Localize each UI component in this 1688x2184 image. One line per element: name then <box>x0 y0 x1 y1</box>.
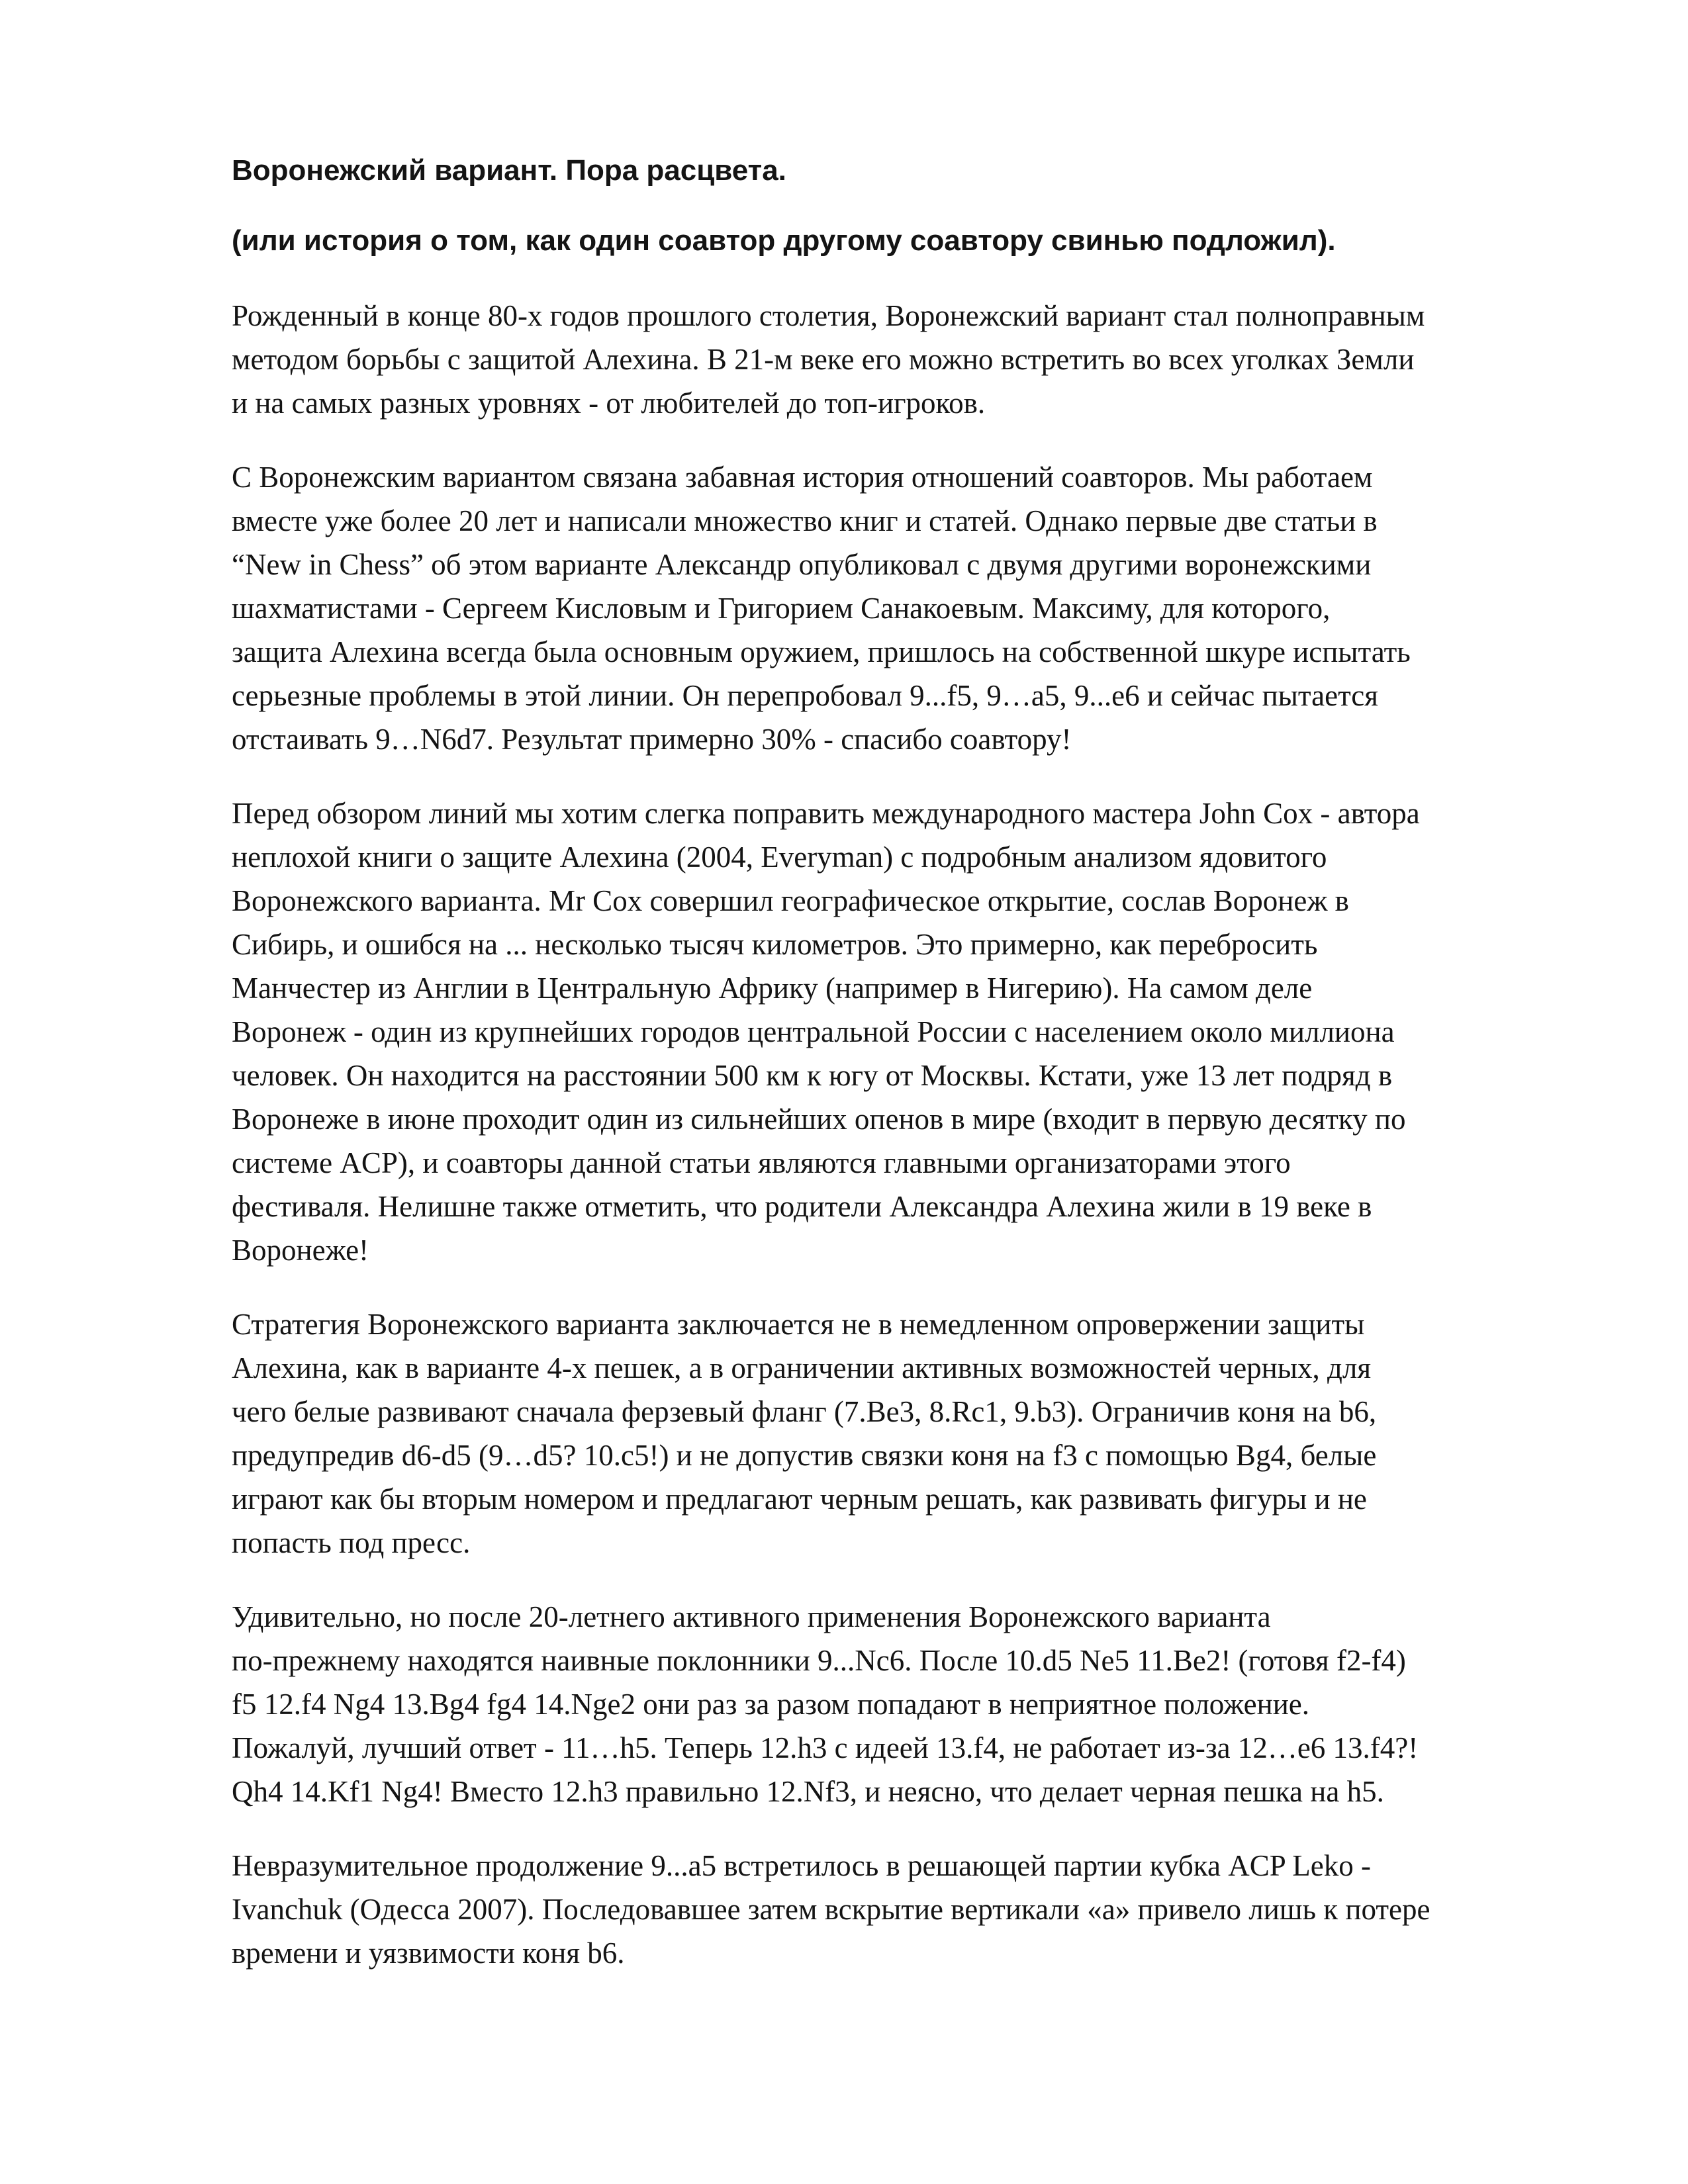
paragraph-nc6-line: Удивительно, но после 20-летнего активного применения Воронежского варианта по-прежнему находятся наивные поклонники 9...Nc6. После 10.d5 Ne5 11.Be2! (готовя f2-f4) f5 12.f4 Ng4 13.Bg4 fg4 14.Nge2 они раз за разом попадают в неприятное положение. Пожалуй, лучший ответ - 11…h5. Теперь 12.h3 с идеей 13.f4, не работает из-за 12…e6 13.f4?! Qh4 14.Kf1 Ng4! Вместо 12.h3 правильно 12.Nf3, и неясно, что делает черная пешка на h5. <box>232 1600 1419 1808</box>
paragraph-cox-correction: Перед обзором линий мы хотим слегка поправить международного мастера John Cox - автора неплохой книги о защите Алехина (2004, Everyman) с подробным анализом ядовитого Воронежского варианта. Mr Cox совершил географическое открытие, сослав Воронеж в Сибирь, и ошибся на ... несколько тысяч километров. Это примерно, как перебросить Манчестер из Англии в Центральную Африку (например в Нигерию). На самом деле Воронеж - один из крупнейших городов центральной России с населением около миллиона человек. Он находится на расстоянии 500 км к югу от Москвы. Кстати, уже 13 лет подряд в Воронеже в июне проходит один из сильнейших опенов в мире (входит в первую десятку по системе ACP), и соавторы данной статьи являются главными организаторами этого фестиваля. Нелишне также отметить, что родители Александра Алехина жили в 19 веке в Воронеже! <box>232 797 1420 1267</box>
paragraph-a5-line: Невразумительное продолжение 9...a5 встретилось в решающей партии кубка ACP Leko - Ivanchuk (Одесса 2007). Последовавшее затем вскрытие вертикали «а» привело лишь к потере времени и уязвимости коня b6. <box>232 1849 1430 1970</box>
paragraph-strategy: Стратегия Воронежского варианта заключается не в немедленном опровержении защиты Алехина, как в варианте 4-х пешек, а в ограничении активных возможностей черных, для чего белые развивают сначала ферзевый фланг (7.Be3, 8.Rc1, 9.b3). Ограничив коня на b6, предупредив d6-d5 (9…d5? 10.c5!) и не допустив связки коня на f3 с помощью Bg4, белые играют как бы вторым номером и предлагают черным решать, как развивать фигуры и не попасть под пресс. <box>232 1308 1377 1559</box>
document-title: Воронежский вариант. Пора расцвета. <box>232 154 786 187</box>
paragraph-coauthors-story: С Воронежским вариантом связана забавная история отношений соавторов. Мы работаем вместе уже более 20 лет и написали множество книг и статей. Однако первые две статьи в “New in Chess” об этом варианте Александр опубликовал с двумя другими воронежскими шахматистами - Сергеем Кисловым и Григорием Санакоевым. Максиму, для которого, защита Алехина всегда была основным оружием, пришлось на собственной шкуре испытать серьезные проблемы в этой линии. Он перепробовал 9...f5, 9…a5, 9...e6 и сейчас пытается отстаивать 9…N6d7. Результат примерно 30% - спасибо соавтору! <box>232 461 1411 756</box>
document-page <box>232 152 1549 2005</box>
paragraph-intro: Рожденный в конце 80-х годов прошлого столетия, Воронежский вариант стал полноправным методом борьбы с защитой Алехина. В 21-м веке его можно встретить во всех уголках Земли и на самых разных уровнях - от любителей до топ-игроков. <box>232 299 1425 420</box>
document-subtitle: (или история о том, как один соавтор другому соавтору свинью подложил). <box>232 224 1336 257</box>
